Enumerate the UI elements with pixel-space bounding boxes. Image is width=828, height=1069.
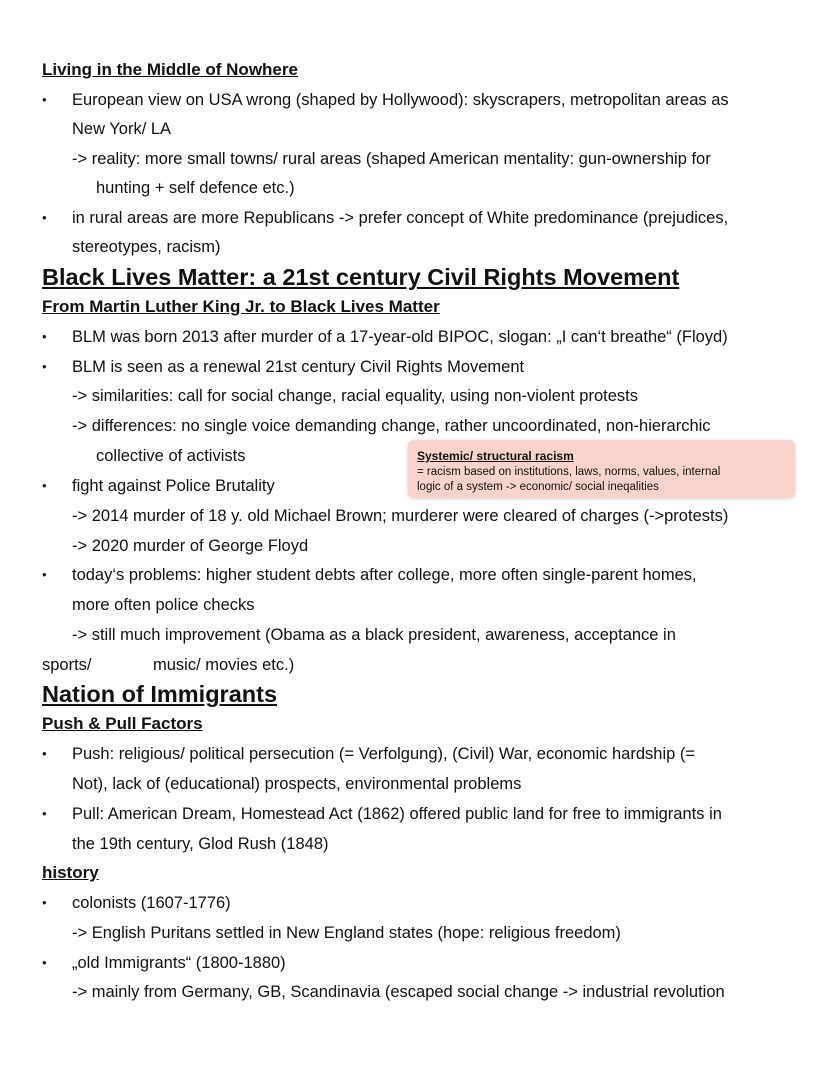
heading-immigrants: Nation of Immigrants <box>42 681 278 707</box>
sub-point: -> similarities: call for social change, racial equality, using non-violent protests <box>72 387 638 405</box>
bullet-icon: • <box>42 329 47 344</box>
bullet-text: fight against Police Brutality <box>72 477 275 495</box>
bullet-text: BLM is seen as a renewal 21st century Civil Rights Movement <box>72 358 525 376</box>
bullet-icon: • <box>42 478 47 493</box>
bullet-text: New York/ LA <box>72 120 172 138</box>
bullet-text: BLM was born 2013 after murder of a 17-year-old BIPOC, slogan: „I can‘t breathe“ (Floyd) <box>72 328 728 346</box>
bullet-text: in rural areas are more Republicans -> prefer concept of White predominance (prejudices, <box>72 209 729 227</box>
note-line: = racism based on institutions, laws, norms, values, internal <box>417 466 721 478</box>
bullet-text: today‘s problems: higher student debts after college, more often single-parent homes, <box>72 566 697 584</box>
bullet-icon: • <box>42 210 47 225</box>
bullet-text: the 19th century, Glod Rush (1848) <box>72 835 329 853</box>
bullet-text: Pull: American Dream, Homestead Act (1862) offered public land for free to immigrants in <box>72 805 722 823</box>
sub-point: -> reality: more small towns/ rural areas (shaped American mentality: gun-ownership for <box>72 150 711 168</box>
bullet-icon: • <box>42 359 47 374</box>
sub-point: -> still much improvement (Obama as a black president, awareness, acceptance in <box>72 626 676 644</box>
heading-blm: Black Lives Matter: a 21st century Civil Rights Movement <box>42 264 680 290</box>
section-title-nowhere: Living in the Middle of Nowhere <box>42 60 298 79</box>
bullet-text: „old Immigrants“ (1800-1880) <box>72 954 286 972</box>
bullet-text: colonists (1607-1776) <box>72 894 231 912</box>
bullet-text: stereotypes, racism) <box>72 238 221 256</box>
bullet-icon: • <box>42 567 47 582</box>
bullet-icon: • <box>42 895 47 910</box>
sub-point: -> differences: no single voice demanding change, rather uncoordinated, non-hierarchic <box>72 417 711 435</box>
note-line: logic of a system -> economic/ social ineqalities <box>417 481 659 493</box>
bullet-icon: • <box>42 806 47 821</box>
bullet-icon: • <box>42 955 47 970</box>
bullet-text: European view on USA wrong (shaped by Hollywood): skyscrapers, metropolitan areas as <box>72 91 729 109</box>
subheading-push-pull: Push & Pull Factors <box>42 714 203 733</box>
sub-point: collective of activists <box>96 447 246 465</box>
sub-point: sports/ <box>42 656 92 674</box>
bullet-text: more often police checks <box>72 596 255 614</box>
note-box <box>408 440 795 498</box>
sub-point: hunting + self defence etc.) <box>96 179 295 197</box>
bullet-icon: • <box>42 92 47 107</box>
bullet-text: Not), lack of (educational) prospects, environmental problems <box>72 775 522 793</box>
sub-point: music/ movies etc.) <box>153 656 295 674</box>
bullet-text: Push: religious/ political persecution (= Verfolgung), (Civil) War, economic hardship (= <box>72 745 696 763</box>
bullet-icon: • <box>42 746 47 761</box>
subheading-mlk: From Martin Luther King Jr. to Black Lives Matter <box>42 297 440 316</box>
note-title: Systemic/ structural racism <box>417 449 574 463</box>
sub-point: -> English Puritans settled in New England states (hope: religious freedom) <box>72 924 621 942</box>
sub-point: -> mainly from Germany, GB, Scandinavia (escaped social change -> industrial revolution <box>72 983 725 1001</box>
sub-point: -> 2020 murder of George Floyd <box>72 537 309 555</box>
subheading-history: history <box>42 863 99 882</box>
sub-point: -> 2014 murder of 18 y. old Michael Brown; murderer were cleared of charges (->protests) <box>72 507 729 525</box>
